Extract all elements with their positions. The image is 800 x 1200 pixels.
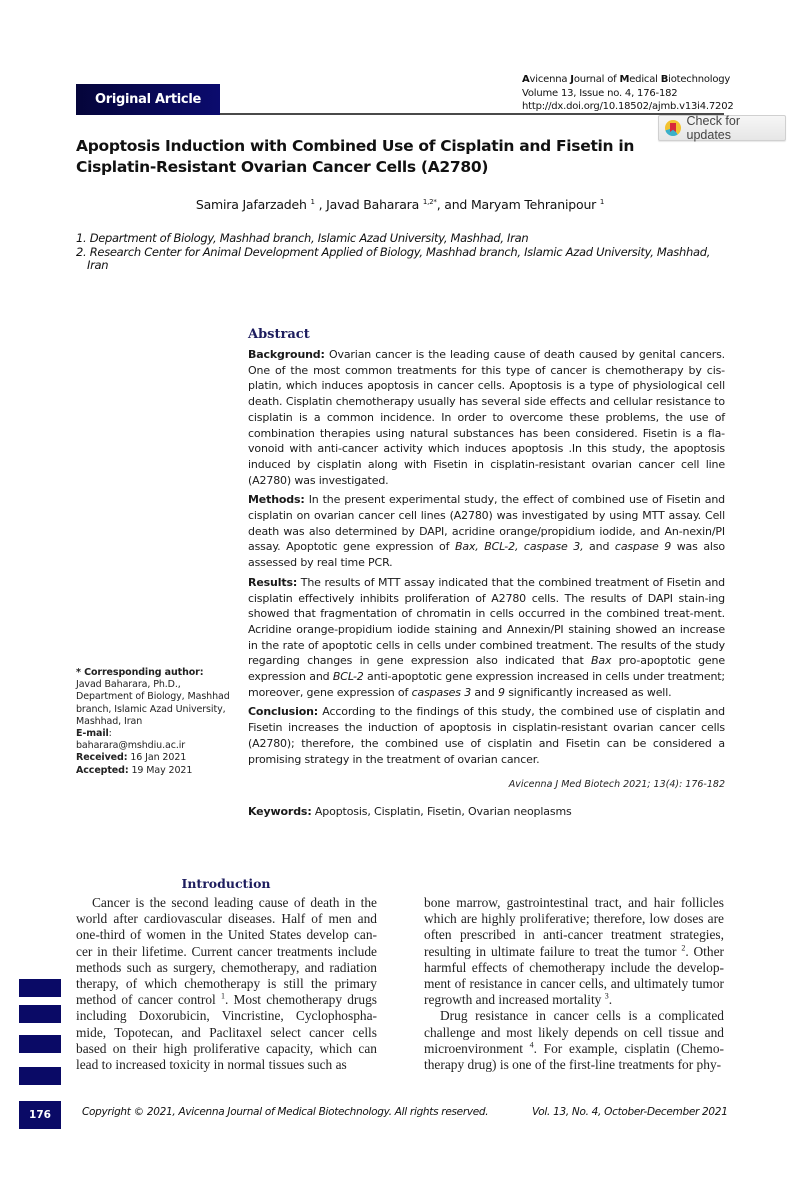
author-name: Maryam Tehranipour <box>470 197 597 212</box>
results-text: anti-apoptotic gene expression increased in cells under treatment; moreover, gene expression of <box>248 670 725 699</box>
reference-marker[interactable]: 3 <box>604 991 609 1001</box>
intro-paragraph: Drug resistance in cancer cells is a complicated challenge and most likely depends on cell tissue and microenvironment $^4$. For example, cisplatin (Chemo-therapy drug) is one of the first-line treatments for phy- <box>424 1008 724 1073</box>
methods-text: and <box>583 540 615 554</box>
volume-issue: Volume 13, Issue no. 4, 176-182 <box>522 87 678 99</box>
corresponding-author-box <box>76 667 246 777</box>
background-label: Background: <box>248 348 325 361</box>
intro-paragraph: Cancer is the second leading cause of death in the world after cardiovascular diseases. Half of men and one-third of women in the United States develop can-cer in their lifetime. Current cancer treatments include methods such as surgery, chemotherapy, and radiation therapy, of which chemotherapy is still the primary method of cancer control $^1$. Most chemotherapy drugs including Doxorubicin, Vincristine, Cyclophospha-mide, Topotecan, and Paclitaxel select cancer cells based on their high proliferative capacity, which can lead to increased toxicity in normal tissues such as <box>76 895 377 1073</box>
decorative-side-bar <box>19 1005 61 1023</box>
author-affiliation-marker: 1 <box>310 197 315 206</box>
affiliations <box>76 232 736 273</box>
decorative-side-bar <box>19 979 61 997</box>
affiliation-2-continued: Iran <box>87 258 109 272</box>
article-type-label: Original Article <box>76 84 220 115</box>
introduction-heading: Introduction <box>181 876 271 891</box>
citation: Avicenna J Med Biotech 2021; 13(4): 176-182 <box>508 779 725 791</box>
results-text: pro-apoptotic gene expression and <box>248 654 725 684</box>
gene-names: Bax, BCL-2, caspase 3, <box>454 540 584 554</box>
results-text: The results of MTT assay indicated that the combined treatment of Fisetin and cisplatin effectively inhibits proliferation of A2780 cells. The results of DAPI stain-ing showed that fragmentation of chromatin in cells occurred in the combined treat-ment. Acridine orange-propidium iodide staining and Annexin/PI staining showed an increase in the rate of apoptotic cells in cells under combined treatment. The results of the study regarding changes in gene expression also indicated that <box>248 575 725 668</box>
accepted-label: Accepted: <box>76 764 129 776</box>
abstract-background <box>248 347 725 488</box>
email-link[interactable]: baharara@mshdiu.ac.ir <box>76 740 186 752</box>
methods-text: In the present experimental study, the effect of combined use of Fisetin and cisplatin on ovarian cancer cell lines (A2780) was investigated by using MTT assay. Cell death was also determined by DAPI, acridine orange/propidium iodide, and An-nexin/PI assay. Apoptotic gene expression of <box>248 493 725 554</box>
author-list <box>0 197 800 212</box>
article-title: Apoptosis Induction with Combined Use of Cisplatin and Fisetin in Cisplatin-Resistant Ovarian Cancer Cells (A2780) <box>76 137 635 176</box>
conclusion-label: Conclusion: <box>248 705 319 719</box>
results-text: and <box>471 685 499 699</box>
corresponding-name: Javad Baharara, Ph.D., <box>76 679 181 691</box>
keywords-text: Apoptosis, Cisplatin, Fisetin, Ovarian neoplasms <box>311 805 572 819</box>
keywords <box>248 804 725 820</box>
author-affiliation-marker: 1,2* <box>422 197 437 206</box>
keywords-label: Keywords: <box>248 805 312 819</box>
reference-marker[interactable]: 1 <box>220 991 225 1001</box>
affiliation-2: 2. Research Center for Animal Development Applied of Biology, Mashhad branch, Islamic Azad University, Mashhad, <box>76 244 711 259</box>
journal-info <box>522 73 734 114</box>
affiliation-1: 1. Department of Biology, Mashhad branch, Islamic Azad University, Mashhad, Iran <box>76 231 529 245</box>
introduction-right-column <box>424 895 724 1073</box>
corresponding-label: * Corresponding author: <box>76 667 204 678</box>
conclusion-text: According to the findings of this study, the combined use of cisplatin and Fisetin increases the induction of apoptosis in cisplatin-resistant ovarian cancer cells (A2780); therefore, the combined use of cisplatin and Fisetin can be considered a promising strategy in the treatment of ovarian cancer. <box>248 705 725 766</box>
abstract-methods <box>248 492 725 571</box>
gene-name: BCL-2 <box>332 670 364 684</box>
methods-text: was also assessed by real time PCR. <box>248 540 726 570</box>
author-separator: , and <box>436 197 471 212</box>
background-text: Ovarian cancer is the leading cause of death caused by genital cancers. One of the most common treatments for this type of cancer is chemotherapy by cis-platin, which induces apoptosis in cancer cells. Apoptosis is a type of physiological cell death. Cisplatin chemotherapy usually has several side effects and cellular resistance to cisplatin is a common incidence. In order to overcome these problems, the use of combination therapies using natural substances has been considered. Fisetin is a fla-vonoid with anti-cancer activity which induces apoptosis .In this study, the apoptosis induced by cisplatin along with Fisetin in cisplatin-resistant ovarian cancer cell line (A2780) was investigated. <box>248 348 725 487</box>
intro-paragraph: bone marrow, gastrointestinal tract, and hair follicles which are highly proliferative; therefore, low doses are often prescribed in anti-cancer treatment strategies, resulting in ultimate failure to treat the tumor $^2$. Other harmful effects of chemotherapy include the develop-ment of resistance in cancer cells, and ultimately tumor regrowth and increased mortality $^3$. <box>424 895 724 1008</box>
received-label: Received: <box>76 752 128 764</box>
abstract-heading: Abstract <box>248 327 310 342</box>
results-label: Results: <box>248 575 298 589</box>
results-text: significantly increased as well. <box>504 685 672 699</box>
gene-name: Bax <box>590 654 612 668</box>
author-name: Samira Jafarzadeh <box>195 197 307 212</box>
author-separator: , <box>314 197 327 212</box>
author-affiliation-marker: 1 <box>599 197 605 206</box>
crossmark-icon <box>665 120 681 136</box>
email-colon: : <box>108 728 112 740</box>
footer-copyright: Copyright © 2021, Avicenna Journal of Medical Biotechnology. All rights reserved. <box>82 1106 489 1118</box>
page-number: 176 <box>19 1101 61 1129</box>
reference-marker[interactable]: 2 <box>681 943 686 953</box>
decorative-side-bar <box>19 1067 61 1085</box>
check-updates-label: Check for updates <box>686 114 741 142</box>
corresponding-address: Department of Biology, Mashhad branch, Islamic Azad University, Mashhad, Iran <box>76 691 230 727</box>
accepted-date: 19 May 2021 <box>128 764 193 776</box>
abstract-section <box>248 327 725 824</box>
introduction-left-column <box>76 895 377 1073</box>
gene-name: 9 <box>498 685 505 699</box>
author-name: Javad Baharara <box>326 197 420 212</box>
email-label: E-mail <box>76 728 109 740</box>
gene-name: caspase 9 <box>614 540 672 554</box>
abstract-results <box>248 575 725 701</box>
check-for-updates-button[interactable] <box>658 115 786 141</box>
gene-name: caspases 3 <box>411 685 472 699</box>
methods-label: Methods: <box>248 493 305 507</box>
received-date: 16 Jan 2021 <box>127 752 187 764</box>
decorative-side-bar <box>19 1035 61 1053</box>
abstract-conclusion <box>248 704 725 767</box>
reference-marker[interactable]: 4 <box>529 1040 534 1050</box>
doi-link[interactable]: http://dx.doi.org/10.18502/ajmb.v13i4.7202 <box>522 101 734 112</box>
journal-name: Avicenna Journal of Medical Biotechnology <box>522 74 731 85</box>
footer-volume: Vol. 13, No. 4, October-December 2021 <box>532 1106 728 1118</box>
